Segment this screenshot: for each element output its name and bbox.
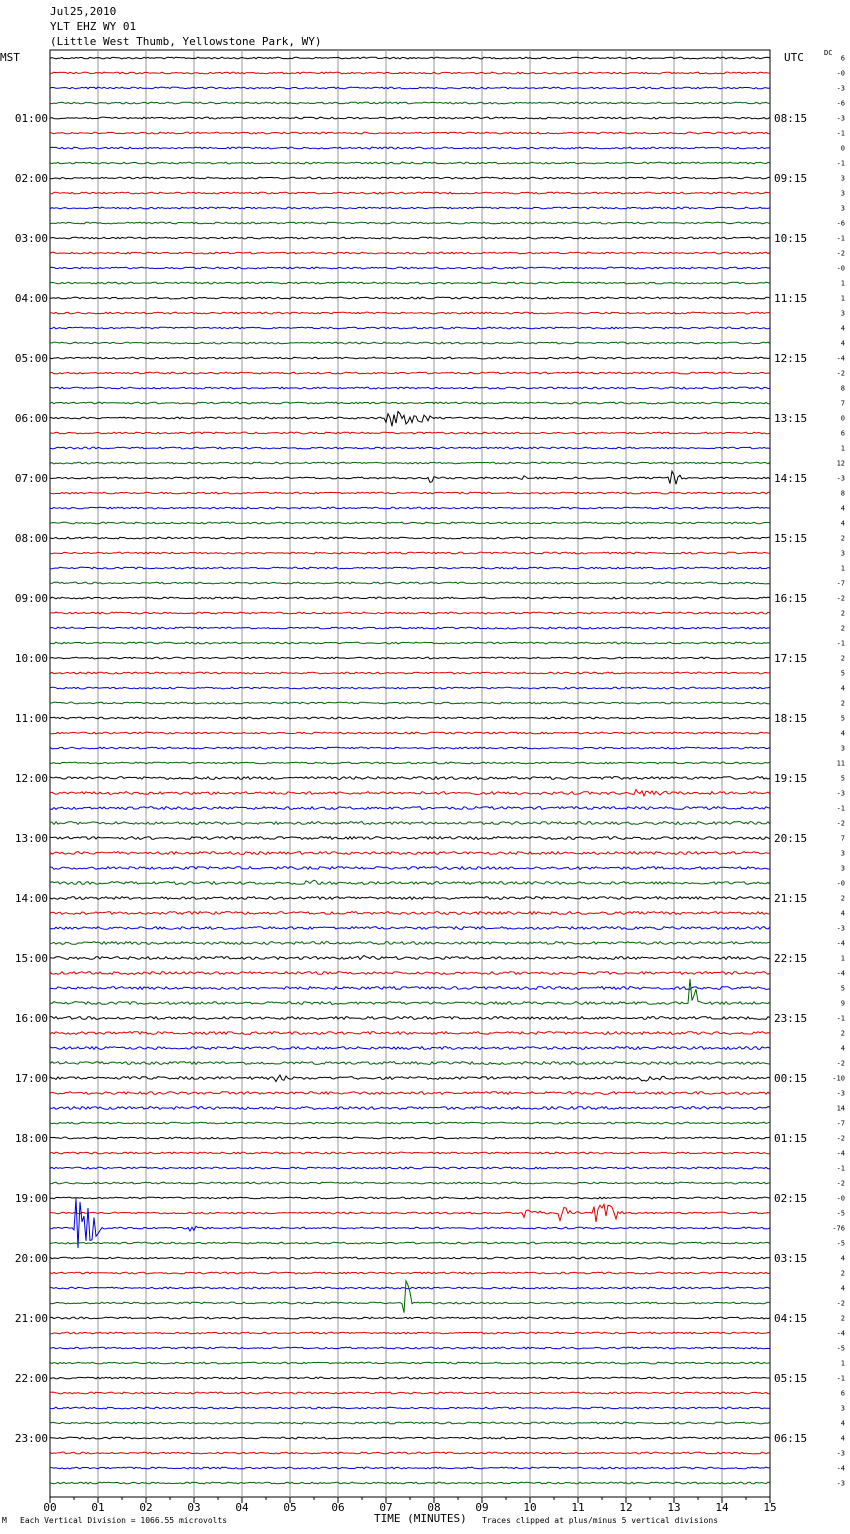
dc-offset-label: 1 xyxy=(840,564,845,573)
dc-offset-label: -6 xyxy=(836,219,845,228)
record-date: Jul25,2010 xyxy=(50,5,117,18)
dc-offset-label: 8 xyxy=(840,384,845,393)
trace-row xyxy=(50,297,770,299)
trace-row xyxy=(50,987,770,990)
dc-offset-label: -0 xyxy=(836,1194,845,1203)
right-hour-label: 03:15 xyxy=(774,1252,808,1265)
left-hour-label: 21:00 xyxy=(14,1312,48,1325)
dc-offset-label: -4 xyxy=(836,1464,845,1473)
trace-row xyxy=(50,492,770,494)
dc-offset-label: 3 xyxy=(840,849,845,858)
dc-offset-label: -2 xyxy=(836,819,845,828)
trace-row xyxy=(50,852,770,855)
right-hour-label: 04:15 xyxy=(774,1312,808,1325)
dc-offset-label: -1 xyxy=(836,804,845,813)
dc-offset-label: -4 xyxy=(836,969,845,978)
left-hour-label: 09:00 xyxy=(14,592,48,605)
left-hour-label: 06:00 xyxy=(14,412,48,425)
left-hour-label: 16:00 xyxy=(14,1012,48,1025)
dc-offset-label: 1 xyxy=(840,294,845,303)
left-hour-label: 20:00 xyxy=(14,1252,48,1265)
left-hour-label: 18:00 xyxy=(14,1132,48,1145)
trace-row xyxy=(50,537,770,539)
dc-offset-label: -3 xyxy=(836,84,845,93)
dc-column-label: DC xyxy=(824,49,833,57)
trace-row xyxy=(50,717,770,719)
x-tick-label: 02 xyxy=(139,1501,153,1514)
trace-row xyxy=(50,747,770,749)
trace-row xyxy=(50,642,770,644)
trace-row xyxy=(50,1047,770,1050)
dc-offset-label: -4 xyxy=(836,354,845,363)
trace-row xyxy=(50,1032,770,1035)
right-hour-label: 13:15 xyxy=(774,412,808,425)
dc-offset-label: -2 xyxy=(836,1179,845,1188)
right-hour-label: 12:15 xyxy=(774,352,808,365)
dc-offset-label: 4 xyxy=(840,519,845,528)
trace-row xyxy=(50,222,770,224)
dc-offset-label: -2 xyxy=(836,1299,845,1308)
dc-offset-label: 6 xyxy=(840,1389,845,1398)
dc-offset-label: 3 xyxy=(840,1404,845,1413)
dc-offset-label: -5 xyxy=(836,1209,845,1218)
left-timezone-label: MST xyxy=(0,51,20,64)
trace-row xyxy=(50,147,770,149)
trace-row xyxy=(50,447,770,449)
right-hour-label: 10:15 xyxy=(774,232,808,245)
dc-offset-label: -2 xyxy=(836,1134,845,1143)
trace-row xyxy=(50,1482,770,1484)
trace-row xyxy=(50,912,770,915)
trace-row xyxy=(50,207,770,209)
dc-offset-label: 8 xyxy=(840,489,845,498)
dc-offset-label: 3 xyxy=(840,174,845,183)
dc-offset-label: -2 xyxy=(836,594,845,603)
right-hour-label: 18:15 xyxy=(774,712,808,725)
trace-row xyxy=(50,522,770,524)
trace-row xyxy=(50,972,770,975)
trace-row xyxy=(50,1017,770,1020)
dc-offset-label: 2 xyxy=(840,1314,845,1323)
x-axis-title: TIME (MINUTES) xyxy=(374,1512,467,1525)
dc-offset-label: 14 xyxy=(836,1104,845,1113)
trace-row xyxy=(50,880,770,884)
trace-row xyxy=(50,567,770,569)
trace-row xyxy=(50,979,770,1005)
dc-offset-label: 4 xyxy=(840,339,845,348)
dc-offset-label: -1 xyxy=(836,1164,845,1173)
left-hour-label: 04:00 xyxy=(14,292,48,305)
trace-row xyxy=(50,702,770,704)
trace-row xyxy=(50,597,770,599)
trace-row xyxy=(50,790,770,796)
corner-mark: M xyxy=(2,1516,7,1525)
dc-offset-label: -1 xyxy=(836,639,845,648)
dc-offset-label: 3 xyxy=(840,189,845,198)
x-tick-label: 06 xyxy=(331,1501,345,1514)
trace-row xyxy=(50,1377,770,1379)
trace-row xyxy=(50,1452,770,1454)
dc-offset-label: 7 xyxy=(840,834,845,843)
dc-offset-label: 2 xyxy=(840,534,845,543)
trace-row xyxy=(50,762,770,764)
dc-offset-label: -7 xyxy=(836,1119,845,1128)
trace-row xyxy=(50,627,770,629)
dc-offset-label: 2 xyxy=(840,894,845,903)
dc-offset-label: -1 xyxy=(836,1374,845,1383)
trace-row xyxy=(50,1197,770,1199)
x-tick-label: 13 xyxy=(667,1501,681,1514)
dc-offset-label: -0 xyxy=(836,264,845,273)
dc-offset-label: 6 xyxy=(840,429,845,438)
trace-row xyxy=(50,867,770,870)
dc-offset-label: -76 xyxy=(832,1224,845,1233)
trace-row xyxy=(50,1092,770,1095)
x-tick-label: 10 xyxy=(523,1501,537,1514)
trace-row xyxy=(50,1437,770,1439)
trace-row xyxy=(50,117,770,119)
right-hour-label: 01:15 xyxy=(774,1132,808,1145)
trace-row xyxy=(50,1122,770,1124)
trace-row xyxy=(50,942,770,945)
dc-offset-label: -7 xyxy=(836,579,845,588)
dc-offset-label: 4 xyxy=(840,1419,845,1428)
dc-offset-label: 2 xyxy=(840,1269,845,1278)
dc-offset-label: -2 xyxy=(836,249,845,258)
dc-offset-label: 4 xyxy=(840,684,845,693)
left-hour-label: 03:00 xyxy=(14,232,48,245)
trace-row xyxy=(50,462,770,464)
trace-row xyxy=(50,1167,770,1169)
dc-offset-label: -3 xyxy=(836,924,845,933)
right-hour-label: 11:15 xyxy=(774,292,808,305)
dc-offset-label: 3 xyxy=(840,204,845,213)
right-hour-label: 05:15 xyxy=(774,1372,808,1385)
trace-row xyxy=(50,252,770,254)
trace-row xyxy=(50,897,770,900)
trace-row xyxy=(50,1257,770,1259)
right-hour-label: 14:15 xyxy=(774,472,808,485)
dc-offset-label: 2 xyxy=(840,609,845,618)
x-tick-label: 15 xyxy=(763,1501,777,1514)
trace-row xyxy=(50,1182,770,1184)
trace-row xyxy=(50,1272,770,1274)
dc-offset-label: -4 xyxy=(836,1149,845,1158)
dc-offset-label: 3 xyxy=(840,864,845,873)
trace-row xyxy=(50,1392,770,1394)
left-hour-label: 01:00 xyxy=(14,112,48,125)
trace-row xyxy=(50,1362,770,1364)
dc-offset-label: -10 xyxy=(832,1074,845,1083)
right-hour-label: 02:15 xyxy=(774,1192,808,1205)
dc-offset-label: 9 xyxy=(840,999,845,1008)
dc-offset-label: 1 xyxy=(840,279,845,288)
dc-offset-label: -5 xyxy=(836,1344,845,1353)
trace-row xyxy=(50,1467,770,1469)
dc-offset-label: 1 xyxy=(840,1359,845,1368)
dc-offset-label: -1 xyxy=(836,1014,845,1023)
dc-offset-label: 1 xyxy=(840,954,845,963)
trace-row xyxy=(50,1137,770,1139)
dc-offset-label: 2 xyxy=(840,654,845,663)
x-tick-label: 12 xyxy=(619,1501,633,1514)
right-hour-label: 22:15 xyxy=(774,952,808,965)
right-timezone-label: UTC xyxy=(784,51,804,64)
trace-row xyxy=(50,237,770,239)
x-tick-label: 01 xyxy=(91,1501,105,1514)
left-hour-label: 23:00 xyxy=(14,1432,48,1445)
dc-offset-label: -1 xyxy=(836,159,845,168)
dc-offset-label: 2 xyxy=(840,1029,845,1038)
x-tick-label: 04 xyxy=(235,1501,249,1514)
x-tick-label: 00 xyxy=(43,1501,57,1514)
dc-offset-label: 4 xyxy=(840,1284,845,1293)
right-hour-label: 06:15 xyxy=(774,1432,808,1445)
trace-row xyxy=(50,1287,770,1289)
right-hour-label: 09:15 xyxy=(774,172,808,185)
trace-row xyxy=(50,822,770,825)
trace-row xyxy=(50,372,770,374)
dc-offset-label: -1 xyxy=(836,129,845,138)
right-hour-label: 00:15 xyxy=(774,1072,808,1085)
trace-row xyxy=(50,312,770,314)
trace-row xyxy=(50,837,770,840)
trace-row xyxy=(50,732,770,734)
left-hour-label: 13:00 xyxy=(14,832,48,845)
trace-row xyxy=(50,471,770,484)
x-tick-label: 07 xyxy=(379,1501,393,1514)
x-tick-label: 05 xyxy=(283,1501,297,1514)
scale-note: Each Vertical Division = 1066.55 microvolts xyxy=(20,1516,228,1525)
left-hour-label: 07:00 xyxy=(14,472,48,485)
dc-offset-label: -3 xyxy=(836,474,845,483)
dc-offset-label: 0 xyxy=(840,144,845,153)
x-tick-label: 03 xyxy=(187,1501,201,1514)
left-hour-label: 11:00 xyxy=(14,712,48,725)
trace-row xyxy=(50,1204,770,1222)
trace-row xyxy=(50,1281,770,1313)
dc-offset-label: -2 xyxy=(836,1059,845,1068)
left-hour-label: 12:00 xyxy=(14,772,48,785)
trace-row xyxy=(50,1422,770,1424)
dc-offset-label: 3 xyxy=(840,549,845,558)
trace-row xyxy=(50,1199,770,1249)
trace-row xyxy=(50,1152,770,1154)
dc-offset-label: 12 xyxy=(836,459,845,468)
left-hour-label: 10:00 xyxy=(14,652,48,665)
left-hour-label: 05:00 xyxy=(14,352,48,365)
x-tick-label: 11 xyxy=(571,1501,585,1514)
trace-row xyxy=(50,192,770,194)
dc-offset-label: 4 xyxy=(840,504,845,513)
trace-row xyxy=(50,282,770,284)
trace-row xyxy=(50,672,770,674)
left-hour-label: 14:00 xyxy=(14,892,48,905)
dc-offset-label: -2 xyxy=(836,369,845,378)
trace-row xyxy=(50,162,770,164)
trace-row xyxy=(50,72,770,74)
right-hour-label: 21:15 xyxy=(774,892,808,905)
trace-row xyxy=(50,1242,770,1244)
right-hour-label: 17:15 xyxy=(774,652,808,665)
left-hour-label: 17:00 xyxy=(14,1072,48,1085)
left-hour-label: 19:00 xyxy=(14,1192,48,1205)
dc-offset-label: -1 xyxy=(836,234,845,243)
x-tick-label: 08 xyxy=(427,1501,441,1514)
dc-offset-label: 11 xyxy=(836,759,845,768)
trace-row xyxy=(50,1332,770,1334)
dc-offset-label: 0 xyxy=(840,414,845,423)
trace-row xyxy=(50,357,770,359)
trace-row xyxy=(50,132,770,134)
left-hour-label: 22:00 xyxy=(14,1372,48,1385)
dc-offset-label: 3 xyxy=(840,744,845,753)
trace-row xyxy=(50,552,770,554)
dc-offset-label: -0 xyxy=(836,69,845,78)
trace-row xyxy=(50,1075,770,1082)
left-hour-label: 08:00 xyxy=(14,532,48,545)
dc-offset-label: 5 xyxy=(840,774,845,783)
dc-offset-label: -0 xyxy=(836,879,845,888)
dc-offset-label: 5 xyxy=(840,984,845,993)
dc-offset-label: 6 xyxy=(840,54,845,63)
trace-row xyxy=(50,177,770,179)
dc-offset-label: 4 xyxy=(840,1254,845,1263)
dc-offset-label: 5 xyxy=(840,714,845,723)
right-hour-label: 20:15 xyxy=(774,832,808,845)
dc-offset-label: 2 xyxy=(840,699,845,708)
station-location: (Little West Thumb, Yellowstone Park, WY) xyxy=(50,35,322,48)
trace-row xyxy=(50,777,770,780)
dc-offset-label: -4 xyxy=(836,939,845,948)
station-code: YLT EHZ WY 01 xyxy=(50,20,137,33)
trace-row xyxy=(50,411,770,426)
dc-offset-label: 4 xyxy=(840,729,845,738)
x-tick-label: 14 xyxy=(715,1501,729,1514)
dc-offset-label: 7 xyxy=(840,399,845,408)
trace-row xyxy=(50,582,770,584)
x-tick-label: 09 xyxy=(475,1501,489,1514)
dc-offset-label: -3 xyxy=(836,1479,845,1488)
clip-note: Traces clipped at plus/minus 5 vertical divisions xyxy=(482,1516,719,1525)
left-hour-label: 15:00 xyxy=(14,952,48,965)
trace-row xyxy=(50,432,770,434)
dc-offset-label: -3 xyxy=(836,789,845,798)
trace-row xyxy=(50,87,770,89)
trace-row xyxy=(50,1407,770,1409)
trace-row xyxy=(50,657,770,659)
dc-offset-label: 4 xyxy=(840,909,845,918)
trace-row xyxy=(50,402,770,404)
trace-row xyxy=(50,1317,770,1319)
right-hour-label: 08:15 xyxy=(774,112,808,125)
dc-offset-label: 5 xyxy=(840,669,845,678)
trace-row xyxy=(50,956,770,960)
dc-offset-label: 4 xyxy=(840,324,845,333)
dc-offset-label: -6 xyxy=(836,99,845,108)
dc-offset-label: -3 xyxy=(836,114,845,123)
trace-row xyxy=(50,57,770,59)
trace-row xyxy=(50,807,770,810)
trace-row xyxy=(50,687,770,689)
trace-row xyxy=(50,102,770,104)
dc-offset-label: 3 xyxy=(840,309,845,318)
trace-row xyxy=(50,927,770,930)
dc-offset-label: 1 xyxy=(840,444,845,453)
dc-offset-label: -3 xyxy=(836,1449,845,1458)
dc-offset-label: -3 xyxy=(836,1089,845,1098)
left-hour-label: 02:00 xyxy=(14,172,48,185)
trace-row xyxy=(50,387,770,389)
trace-row xyxy=(50,267,770,269)
right-hour-label: 16:15 xyxy=(774,592,808,605)
trace-row xyxy=(50,1347,770,1349)
dc-offset-label: -4 xyxy=(836,1329,845,1338)
dc-offset-label: 2 xyxy=(840,624,845,633)
trace-row xyxy=(50,1107,770,1110)
dc-offset-label: 4 xyxy=(840,1044,845,1053)
trace-row xyxy=(50,612,770,614)
trace-row xyxy=(50,342,770,344)
dc-offset-label: 4 xyxy=(840,1434,845,1443)
right-hour-label: 15:15 xyxy=(774,532,808,545)
right-hour-label: 23:15 xyxy=(774,1012,808,1025)
right-hour-label: 19:15 xyxy=(774,772,808,785)
dc-offset-label: -5 xyxy=(836,1239,845,1248)
trace-row xyxy=(50,327,770,329)
trace-row xyxy=(50,1062,770,1065)
trace-row xyxy=(50,507,770,509)
